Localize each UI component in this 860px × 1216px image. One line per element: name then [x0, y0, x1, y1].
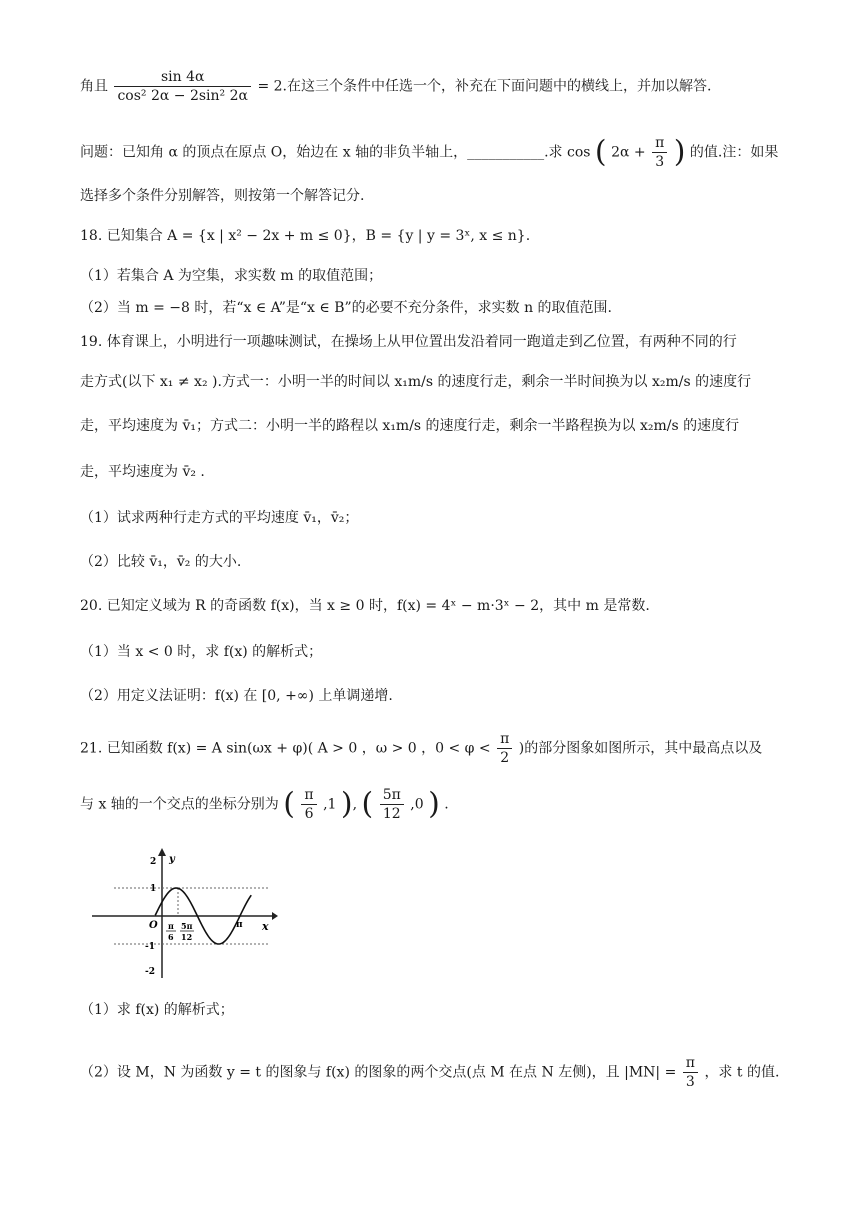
- pi-over-3: [652, 134, 667, 171]
- pi-over-3: [683, 1054, 698, 1091]
- fraction-denominator: 3: [685, 1074, 695, 1090]
- fraction-numerator: sin 4α: [114, 68, 251, 87]
- fraction-denominator: cos² 2α − 2sin² 2α: [117, 88, 248, 104]
- y-tick-1: 1: [150, 884, 157, 894]
- left-paren: (: [283, 786, 295, 822]
- q21-l2-prefix: 与 x 轴的一个交点的坐标分别为: [80, 796, 279, 813]
- y-tick-neg2: -2: [145, 967, 155, 977]
- fraction-denominator: 6: [304, 806, 314, 822]
- q19-part-1: （1）试求两种行走方式的平均速度 v̄₁，v̄₂；: [80, 510, 359, 526]
- fraction-denominator: 2: [500, 750, 510, 766]
- y-tick-2: 2: [150, 857, 157, 867]
- origin-label: O: [149, 920, 158, 931]
- q21-p2-prefix: （2）设 M，N 为函数 y = t 的图象与 f(x) 的图象的两个交点(点 M 在点 N 左侧)，且 |MN| =: [80, 1064, 677, 1081]
- fraction-numerator: 5π: [380, 786, 404, 805]
- q19-part-2: （2）比较 v̄₁，v̄₂ 的大小.: [80, 554, 242, 570]
- y-tick-neg1: -1: [145, 942, 155, 952]
- p17-l1-suffix: = 2.在这三个条件中任选一个，补充在下面问题中的横线上，并加以解答.: [257, 78, 712, 95]
- x-tick-pi6-den: 6: [168, 932, 174, 942]
- q21-part-1: （1）求 f(x) 的解析式；: [80, 1002, 234, 1018]
- right-paren: ): [673, 134, 686, 170]
- q21-line-2: 与 x 轴的一个交点的坐标分别为 ( $\frac{\pi}{6}$ ,1 ), ( $\frac{5\pi}{12}$ ,0 ) .: [80, 786, 449, 822]
- q19-line-1: 19. 体育课上，小明进行一项趣味测试，在操场上从甲位置出发沿着同一跑道走到乙位置，有两种不同的行: [80, 334, 737, 350]
- p17-question-suffix: 的值.注：如果: [689, 144, 779, 161]
- left-paren: (: [594, 134, 607, 170]
- q19-line-2: 走方式(以下 x₁ ≠ x₂ ).方式一：小明一半的时间以 x₁m/s 的速度行走，剩余一半时间换为以 x₂m/s 的速度行: [80, 374, 752, 390]
- p17-l1-prefix: 角且: [80, 78, 108, 95]
- fraction-numerator: π: [652, 134, 667, 153]
- x-axis-label: x: [262, 920, 269, 933]
- p17-line-3: 选择多个条件分别解答，则按第一个解答记分.: [80, 188, 365, 204]
- q21-part-2: [80, 1054, 779, 1091]
- y-axis-label: y: [169, 854, 175, 865]
- x-axis-arrow: [272, 912, 278, 920]
- p17-condition-fraction: [114, 68, 251, 105]
- p17-question-prefix: 问题：已知角 α 的顶点在原点 O，始边在 x 轴的非负半轴上，___________.求: [80, 144, 563, 161]
- q18-part-2: （2）当 m = −8 时，若“x ∈ A”是“x ∈ B”的必要不充分条件，求实数 n 的取值范围.: [80, 300, 613, 316]
- q20-title: 20. 已知定义域为 R 的奇函数 f(x)，当 x ≥ 0 时，f(x) = 4ˣ − m·3ˣ − 2，其中 m 是常数.: [80, 598, 650, 614]
- fraction-numerator: π: [497, 730, 512, 749]
- q21-l1-suffix: )的部分图象如图所示，其中最高点以及: [518, 740, 763, 757]
- q20-part-1: （1）当 x < 0 时，求 f(x) 的解析式；: [80, 644, 323, 660]
- x-tick-5pi12-den: 12: [181, 932, 193, 942]
- point2-y: ,0: [410, 796, 424, 813]
- fraction-numerator: π: [683, 1054, 698, 1073]
- q19-line-4: 走，平均速度为 v̄₂ .: [80, 464, 205, 480]
- right-paren: ): [428, 786, 440, 822]
- point2-x: [380, 786, 404, 823]
- cos-func: cos: [566, 144, 591, 161]
- left-paren: (: [361, 786, 374, 822]
- p17-line-2: [80, 134, 778, 171]
- q18-title: 18. 已知集合 A = {x | x² − 2x + m ≤ 0}，B = {y | y = 3ˣ, x ≤ n}.: [80, 228, 531, 244]
- q21-line-1: [80, 730, 762, 767]
- q21-l1-prefix: 21. 已知函数 f(x) = A sin(ωx + φ)( A > 0 ，ω > 0 ，0 < φ <: [80, 740, 491, 757]
- x-tick-pi6-num: π: [168, 921, 174, 931]
- point1-x: [301, 786, 316, 823]
- y-axis-arrow: [158, 848, 166, 856]
- fraction-denominator: 3: [655, 154, 665, 170]
- q21-l2-suffix: .: [444, 796, 449, 813]
- fraction-numerator: π: [301, 786, 316, 805]
- p17-line-1: [80, 68, 711, 105]
- sine-graph-figure: [88, 848, 278, 983]
- q21-p2-suffix: ，求 t 的值.: [704, 1064, 780, 1081]
- x-tick-pi: π: [236, 920, 243, 930]
- pi-over-2: [497, 730, 512, 767]
- q20-part-2: （2）用定义法证明：f(x) 在 [0, +∞) 上单调递增.: [80, 688, 393, 704]
- q19-line-3: 走，平均速度为 v̄₁；方式二：小明一半的路程以 x₁m/s 的速度行走，剩余一半路程换为以 x₂m/s 的速度行: [80, 418, 740, 434]
- x-tick-5pi12-num: 5π: [181, 921, 193, 931]
- fraction-denominator: 12: [382, 806, 401, 822]
- right-paren: ): [340, 786, 353, 822]
- cos-argument: 2α +: [611, 144, 646, 161]
- point1-y: ,1: [323, 796, 337, 813]
- q18-part-1: （1）若集合 A 为空集，求实数 m 的取值范围；: [80, 268, 383, 284]
